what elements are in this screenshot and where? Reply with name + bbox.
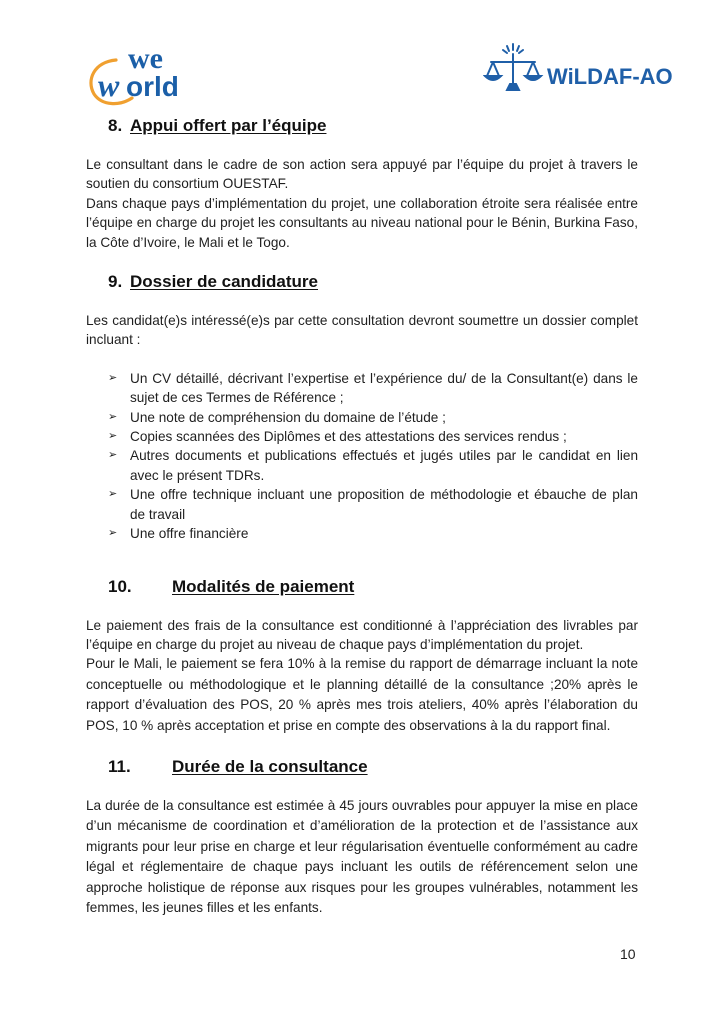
section-8-heading	[108, 115, 638, 137]
svg-text:we: we	[128, 42, 163, 75]
arrowhead-bullet-icon: ➢	[108, 488, 118, 501]
section-number: 8.	[108, 116, 123, 135]
arrowhead-bullet-icon: ➢	[108, 527, 118, 540]
paragraph: Le paiement des frais de la consultance est conditionné à l’appréciation des livrables par l’équipe en charge du projet au niveau de chaque pays d’implémentation du projet.	[86, 617, 638, 652]
svg-text:w: w	[98, 67, 120, 103]
list-item: ➢ Une note de compréhension du domaine de l’étude ;	[108, 408, 638, 427]
list-item: ➢ Une offre technique incluant une proposition de méthodologie et ébauche de plan de travail	[108, 487, 638, 522]
requirements-list	[86, 369, 638, 544]
paragraph: Les candidat(e)s intéressé(e)s par cette consultation devront soumettre un dossier complet incluant :	[86, 313, 638, 348]
arrowhead-bullet-icon: ➢	[108, 449, 118, 462]
section-title: Appui offert par l’équipe	[130, 116, 327, 135]
paragraph: Le consultant dans le cadre de son action sera appuyé par l’équipe du projet à travers le soutien du consortium OUESTAF.	[86, 157, 638, 192]
paragraph: Dans chaque pays d’implémentation du projet, une collaboration étroite sera réalisée entre l’équipe en charge du projet les consultants au niveau national pour le Bénin, Burkina Faso, la Côte d’Ivoire, le Mali et le Togo.	[86, 195, 638, 250]
list-item: ➢ Un CV détaillé, décrivant l’expertise et l’expérience du/ de la Consultant(e) dans le sujet de ces Termes de Référence ;	[108, 370, 638, 406]
section-number: 9.	[108, 272, 123, 292]
section-number: 11.	[108, 756, 131, 776]
document-body	[86, 115, 638, 918]
weworld-logo	[86, 38, 216, 108]
section-11-heading	[108, 756, 638, 778]
svg-text:WiLDAF-AO: WiLDAF-AO	[547, 64, 673, 89]
section-9-heading	[108, 271, 638, 293]
section-title: Durée de la consultance	[172, 756, 368, 776]
weworld-logo-icon	[86, 38, 216, 108]
list-item: ➢ Copies scannées des Diplômes et des attestations des services rendus ;	[108, 427, 638, 446]
arrowhead-bullet-icon: ➢	[108, 410, 118, 423]
section-title: Modalités de paiement	[172, 576, 355, 596]
page-number: 10	[620, 946, 636, 962]
arrowhead-bullet-icon: ➢	[108, 430, 118, 443]
list-item: ➢ Une offre financière	[108, 524, 638, 543]
list-item: ➢ Autres documents et publications effectués et jugés utiles par le candidat en lien avec le présent TDRs.	[108, 448, 638, 483]
paragraph: Pour le Mali, le paiement se fera 10% à la remise du rapport de démarrage incluant la note conceptuelle ou méthodologique et le planning détaillé de la consultance ;20% après le rapport d’évaluation des POS, 20 % après mes trois ateliers, 40% après l’élaboration du POS, 10 % après acceptation et prise en compte des observations à la du rapport final.	[86, 656, 638, 733]
section-title: Dossier de candidature	[130, 272, 319, 292]
svg-text:orld: orld	[126, 71, 179, 102]
section-10-heading	[108, 576, 638, 598]
arrowhead-bullet-icon: ➢	[108, 371, 118, 384]
scales-of-justice-icon	[483, 40, 683, 100]
section-number: 10.	[108, 576, 132, 596]
paragraph: La durée de la consultance est estimée à 45 jours ouvrables pour appuyer la mise en place d’un mécanisme de coordination et d’amélioration de la protection et de l’assistance aux migrants pour leur prise en charge et leur régularisation éventuelle conformément au cadre légal et réglementaire de chaque pays incluant les outils de référencement selon une approche holistique de réponse aux risques pour les groupes vulnérables, notamment les femmes, les jeunes filles et les enfants.	[86, 797, 638, 915]
wildaf-logo	[483, 40, 683, 100]
